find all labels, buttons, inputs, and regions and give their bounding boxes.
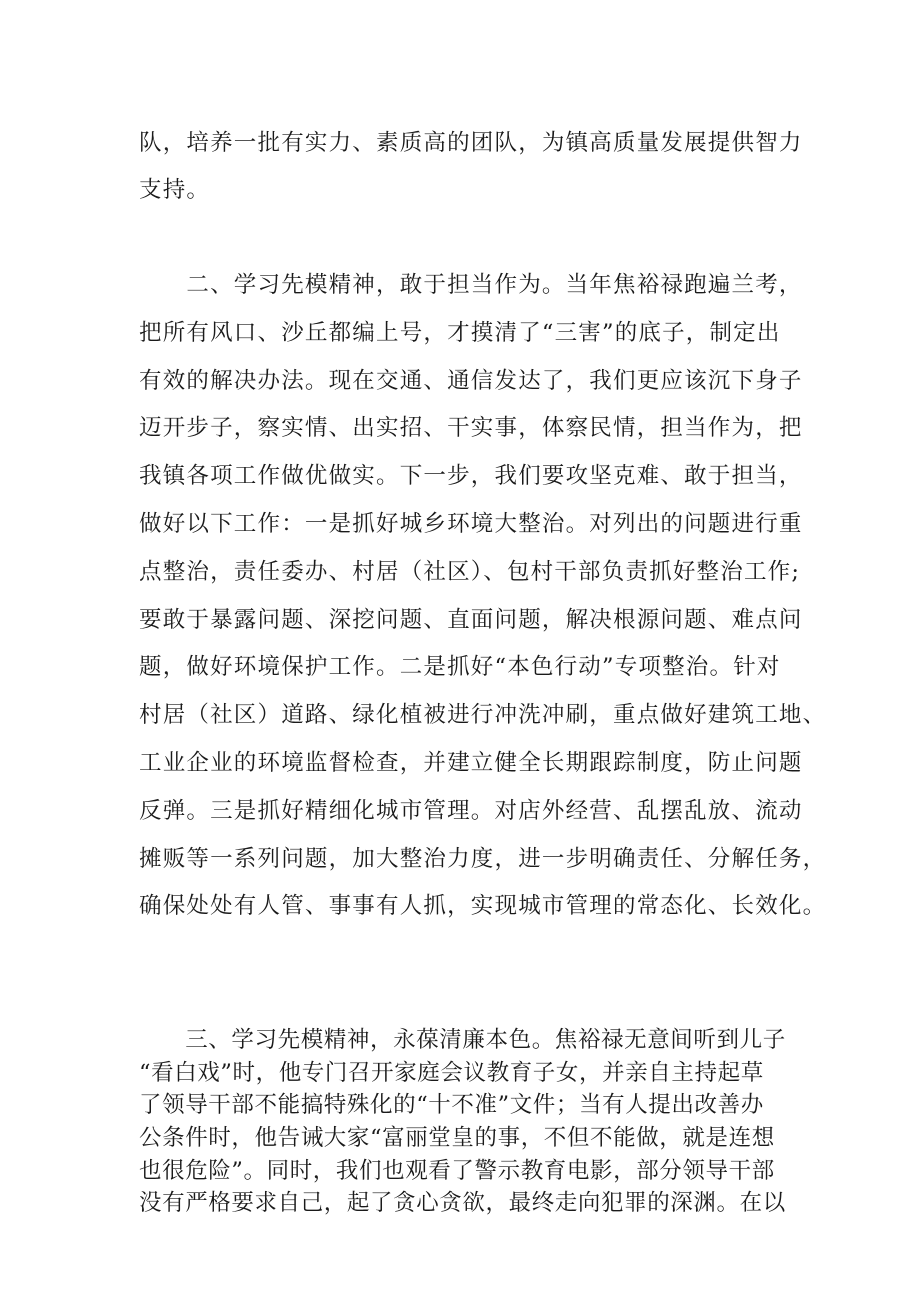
text-line: 题，做好环境保护工作。二是抓好“本色行动”专项整治。针对 [139, 654, 781, 681]
text-line: 迈开步子，察实情、出实招、干实事，体察民情，担当作为，把 [139, 415, 803, 442]
text-line: 我镇各项工作做优做实。下一步，我们要攻坚克难、敢于担当， [139, 463, 803, 490]
text-line: 没有严格要求自己，起了贪心贪欲，最终走向犯罪的深渊。在以 [139, 1190, 786, 1217]
text-line: 反弹。三是抓好精细化城市管理。对店外经营、乱摆乱放、流动 [139, 797, 803, 824]
paragraph-1 [139, 120, 803, 214]
text-line: 把所有风口、沙丘都编上号，才摸清了“三害”的底子，制定出 [139, 319, 781, 346]
text-line: 三、学习先模精神，永葆清廉本色。焦裕禄无意间听到儿子 [139, 1027, 786, 1053]
text-line: “看白戏”时，他专门召开家庭会议教育子女，并亲自主持起草 [139, 1059, 764, 1086]
text-line: 了领导干部不能搞特殊化的“十不准”文件；当有人提出改善办 [139, 1092, 764, 1119]
text-line: 摊贩等一系列问题，加大整治力度，进一步明确责任、分解任务， [139, 845, 827, 872]
text-line: 支持。 [139, 177, 211, 203]
text-line: 二、学习先模精神，敢于担当作为。当年焦裕禄跑遍兰考， [139, 272, 803, 298]
text-line: 做好以下工作：一是抓好城乡环境大整治。对列出的问题进行重 [139, 510, 803, 537]
text-line: 村居（社区）道路、绿化植被进行冲洗冲刷，重点做好建筑工地、 [139, 702, 827, 729]
text-line: 要敢于暴露问题、深挖问题、直面问题，解决根源问题、难点问 [139, 606, 803, 633]
text-line: 队，培养一批有实力、素质高的团队，为镇高质量发展提供智力 [139, 130, 803, 156]
text-line: 确保处处有人管、事事有人抓，实现城市管理的常态化、长效化。 [139, 893, 827, 920]
text-line: 公条件时，他告诫大家“富丽堂皇的事，不但不能做，就是连想 [139, 1125, 775, 1152]
paragraph-2 [139, 262, 827, 931]
text-line: 有效的解决办法。现在交通、通信发达了，我们更应该沉下身子 [139, 367, 803, 394]
text-line: 也很危险”。同时，我们也观看了警示教育电影，部分领导干部 [139, 1157, 775, 1184]
paragraph-3 [139, 1024, 799, 1220]
text-line: 工业企业的环境监督检查，并建立健全长期跟踪制度，防止问题 [139, 749, 803, 776]
text-line: 点整治，责任委办、村居（社区）、包村干部负责抓好整治工作; [139, 558, 801, 585]
